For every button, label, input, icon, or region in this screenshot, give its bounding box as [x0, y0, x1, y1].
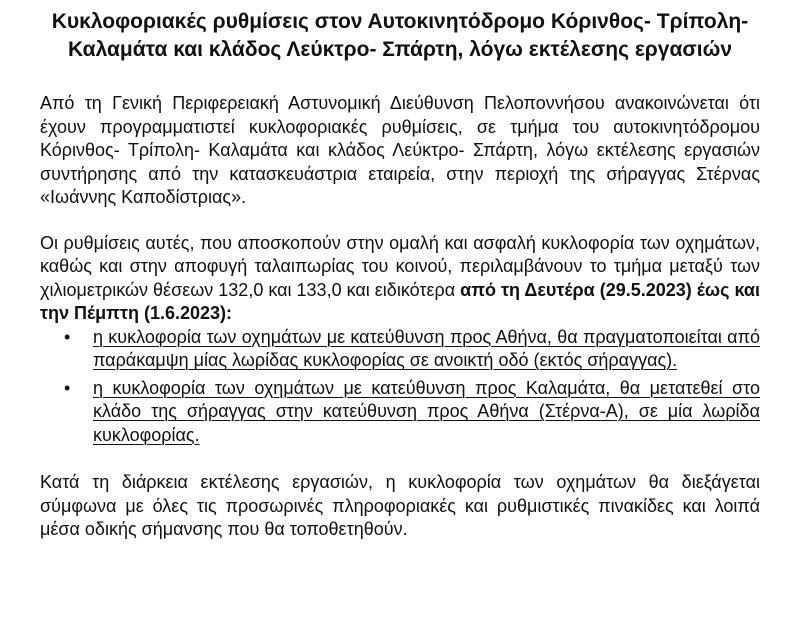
bullet-item-kalamata	[40, 377, 760, 448]
bullet-marker: •	[64, 326, 71, 347]
bullet-text-kalamata: η κυκλοφορία των οχημάτων με κατεύθυνση προς Καλαμάτα, θα μετατεθεί στο κλάδο της σήραγγας στην κατεύθυνση προς Αθήνα (Στέρνα-Α), σε μία λωρίδα κυκλοφορίας.	[93, 377, 760, 445]
paragraph-arrangements	[40, 232, 760, 326]
document-title: Κυκλοφοριακές ρυθμίσεις στον Αυτοκινητόδρομο Κόρινθος- Τρίπολη- Καλαμάτα και κλάδος Λεύκτρο- Σπάρτη, λόγω εκτέλεσης εργασιών	[51, 10, 749, 61]
paragraph-arrangements-text: Οι ρυθμίσεις αυτές, που αποσκοπούν στην ομαλή και ασφαλή κυκλοφορία των οχημάτων, καθώς και στην αποφυγή ταλαιπωρίας του κοινού, περιλαμβάνουν το τμήμα μεταξύ των χιλιομετρικών θέσεων 132,0 και 133,0 και ειδικότερα	[40, 232, 760, 300]
bullet-text-athens: η κυκλοφορία των οχημάτων με κατεύθυνση προς Αθήνα, θα πραγματοποιείται από παράκαμψη μίας λωρίδας κυκλοφορίας σε ανοικτή οδό (εκτός σήραγγας).	[93, 326, 760, 370]
bullet-item-athens	[40, 326, 760, 373]
paragraph-signage: Κατά τη διάρκεια εκτέλεσης εργασιών, η κυκλοφορία των οχημάτων θα διεξάγεται σύμφωνα με όλες τις προσωρινές πληροφοριακές και ρυθμιστικές πινακίδες και λοιπά μέσα οδικής σήμανσης που θα τοποθετηθούν.	[40, 472, 760, 539]
bullet-list	[40, 326, 760, 448]
bullet-marker: •	[64, 377, 71, 398]
paragraph-arrangements-dates: από τη Δευτέρα (29.5.2023) έως και την Πέμπτη (1.6.2023):	[40, 279, 760, 323]
paragraph-announcement: Από τη Γενική Περιφερειακή Αστυνομική Διεύθυνση Πελοποννήσου ανακοινώνεται ότι έχουν προγραμματιστεί κυκλοφοριακές ρυθμίσεις, σε τμήμα του αυτοκινητόδρομου Κόρινθος- Τρίπολη- Καλαμάτα και κλάδος Λεύκτρο- Σπάρτη, λόγω εκτέλεσης εργασιών συντήρησης από την κατασκευάστρια εταιρεία, στην περιοχή της σήραγγας Στέρνας «Ιωάννης Καποδίστριας».	[40, 93, 760, 207]
